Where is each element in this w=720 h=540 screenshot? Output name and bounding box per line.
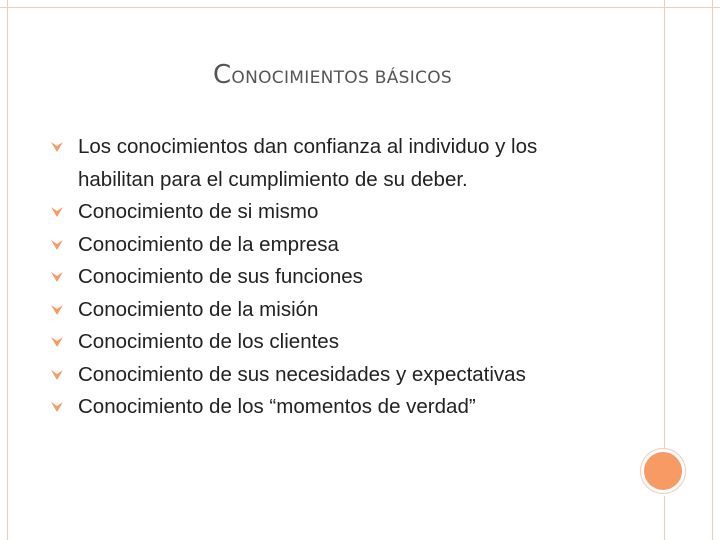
slide-title-rest: ONOCIMIENTOS BÁSICOS bbox=[231, 68, 453, 88]
bullet-text: Conocimiento de sus necesidades y expectativas bbox=[78, 362, 526, 386]
arrowhead-bullet-icon bbox=[50, 334, 64, 350]
arrowhead-bullet-icon bbox=[50, 139, 64, 155]
bullet-text-line1: Los conocimientos dan confianza al individuo y los bbox=[78, 135, 538, 158]
bullet-item bbox=[50, 391, 620, 424]
bullet-text: Conocimiento de la misión bbox=[78, 297, 319, 321]
slide-title-initial: C bbox=[212, 60, 232, 90]
bullet-text: Conocimiento de los “momentos de verdad” bbox=[78, 395, 476, 418]
bullet-text: Conocimiento de los clientes bbox=[78, 330, 339, 353]
bullet-item bbox=[50, 229, 620, 262]
bullet-text: Conocimiento de sus funciones bbox=[78, 265, 363, 288]
bullet-item bbox=[50, 196, 620, 229]
arrowhead-bullet-icon bbox=[50, 237, 64, 253]
decorative-vertical-line-bottom bbox=[664, 496, 665, 540]
slide-title bbox=[0, 60, 665, 90]
arrowhead-bullet-icon bbox=[50, 399, 64, 415]
arrowhead-bullet-icon bbox=[50, 269, 64, 285]
arrowhead-bullet-icon bbox=[50, 204, 64, 220]
frame-right-line bbox=[712, 0, 713, 540]
bullet-item bbox=[50, 294, 620, 327]
bullet-list bbox=[50, 131, 620, 424]
bullet-item bbox=[50, 359, 620, 392]
bullet-text: Conocimiento de si mismo bbox=[78, 200, 319, 223]
frame-top-line bbox=[0, 7, 720, 8]
bullet-text-line2: habilitan para el cumplimiento de su deber. bbox=[78, 167, 468, 191]
arrowhead-bullet-icon bbox=[50, 302, 64, 318]
bullet-item bbox=[50, 131, 620, 196]
bullet-item bbox=[50, 326, 620, 359]
bullet-text: Conocimiento de la empresa bbox=[78, 232, 339, 256]
decorative-circle-icon bbox=[644, 452, 682, 490]
arrowhead-bullet-icon bbox=[50, 367, 64, 383]
bullet-item bbox=[50, 261, 620, 294]
